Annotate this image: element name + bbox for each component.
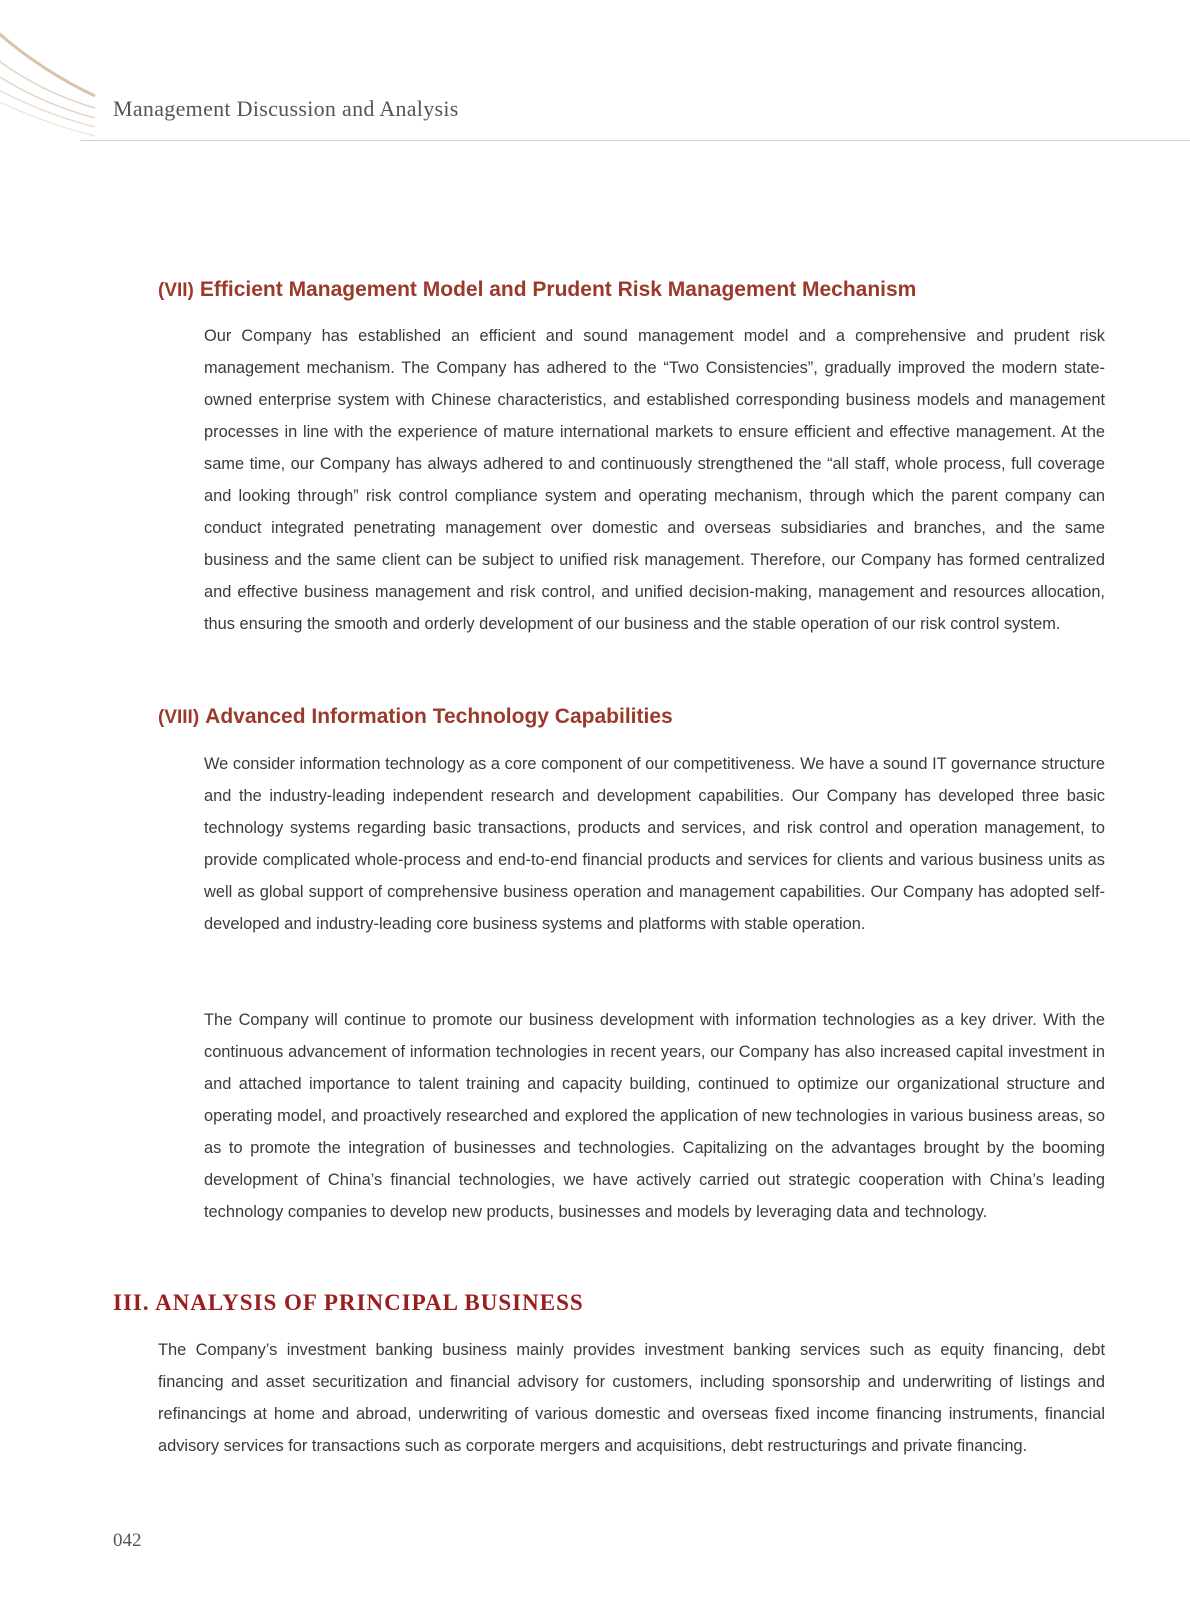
paragraph-viii-1: We consider information technology as a core component of our competitiveness. We have a sound IT governance structure and the industry-leading independent research and development capabilities. Our Company has developed three basic technology systems regarding basic transactions, products and services, and risk control and operation management, to provide complicated whole-process and end-to-end financial products and services for clients and various business units as well as global support of comprehensive business operation and management capabilities. Our Company has adopted self-developed and industry-leading core business systems and platforms with stable operation. [204,755,1105,933]
subsection-heading-vii [158,278,916,302]
paragraph-iii: The Company’s investment banking business mainly provides investment banking services such as equity financing, debt financing and asset securitization and financial advisory for customers, including sponsorship and underwriting of listings and refinancings at home and abroad, underwriting of various domestic and overseas fixed income financing instruments, financial advisory services for transactions such as corporate mergers and acquisitions, debt restructurings and private financing. [158,1341,1105,1455]
page-number: 042 [113,1530,142,1551]
header-divider [80,140,1190,141]
section-heading-iii: III. ANALYSIS OF PRINCIPAL BUSINESS [113,1290,584,1315]
page-header-title: Management Discussion and Analysis [113,96,459,121]
subsection-title: Efficient Management Model and Prudent Risk Management Mechanism [199,278,917,301]
subsection-number: (VIII) [158,707,200,728]
paragraph-viii-2: The Company will continue to promote our business development with information technologies as a key driver. With the continuous advancement of information technologies in recent years, our Company has also increased capital investment in and attached importance to talent training and capacity building, continued to optimize our organizational structure and operating model, and proactively researched and explored the application of new technologies in various business areas, so as to promote the integration of businesses and technologies. Capitalizing on the advantages brought by the booming development of China’s financial technologies, we have actively carried out strategic cooperation with China’s leading technology companies to develop new products, businesses and models by leveraging data and technology. [204,1011,1105,1221]
subsection-heading-viii [158,705,673,729]
corner-arc-decoration [0,0,100,145]
subsection-number: (VII) [158,280,194,301]
paragraph-vii: Our Company has established an efficient and sound management model and a comprehensive and prudent risk management mechanism. The Company has adhered to the “Two Consistencies”, gradually improved the modern state-owned enterprise system with Chinese characteristics, and established corresponding business models and management processes in line with the experience of mature international markets to ensure efficient and effective management. At the same time, our Company has always adhered to and continuously strengthened the “all staff, whole process, full coverage and looking through” risk control compliance system and operating mechanism, through which the parent company can conduct integrated penetrating management over domestic and overseas subsidiaries and branches, and the same business and the same client can be subject to unified risk management. Therefore, our Company has formed centralized and effective business management and risk control, and unified decision-making, management and resources allocation, thus ensuring the smooth and orderly development of our business and the stable operation of our risk control system. [204,327,1105,633]
subsection-title: Advanced Information Technology Capabilities [205,705,673,728]
